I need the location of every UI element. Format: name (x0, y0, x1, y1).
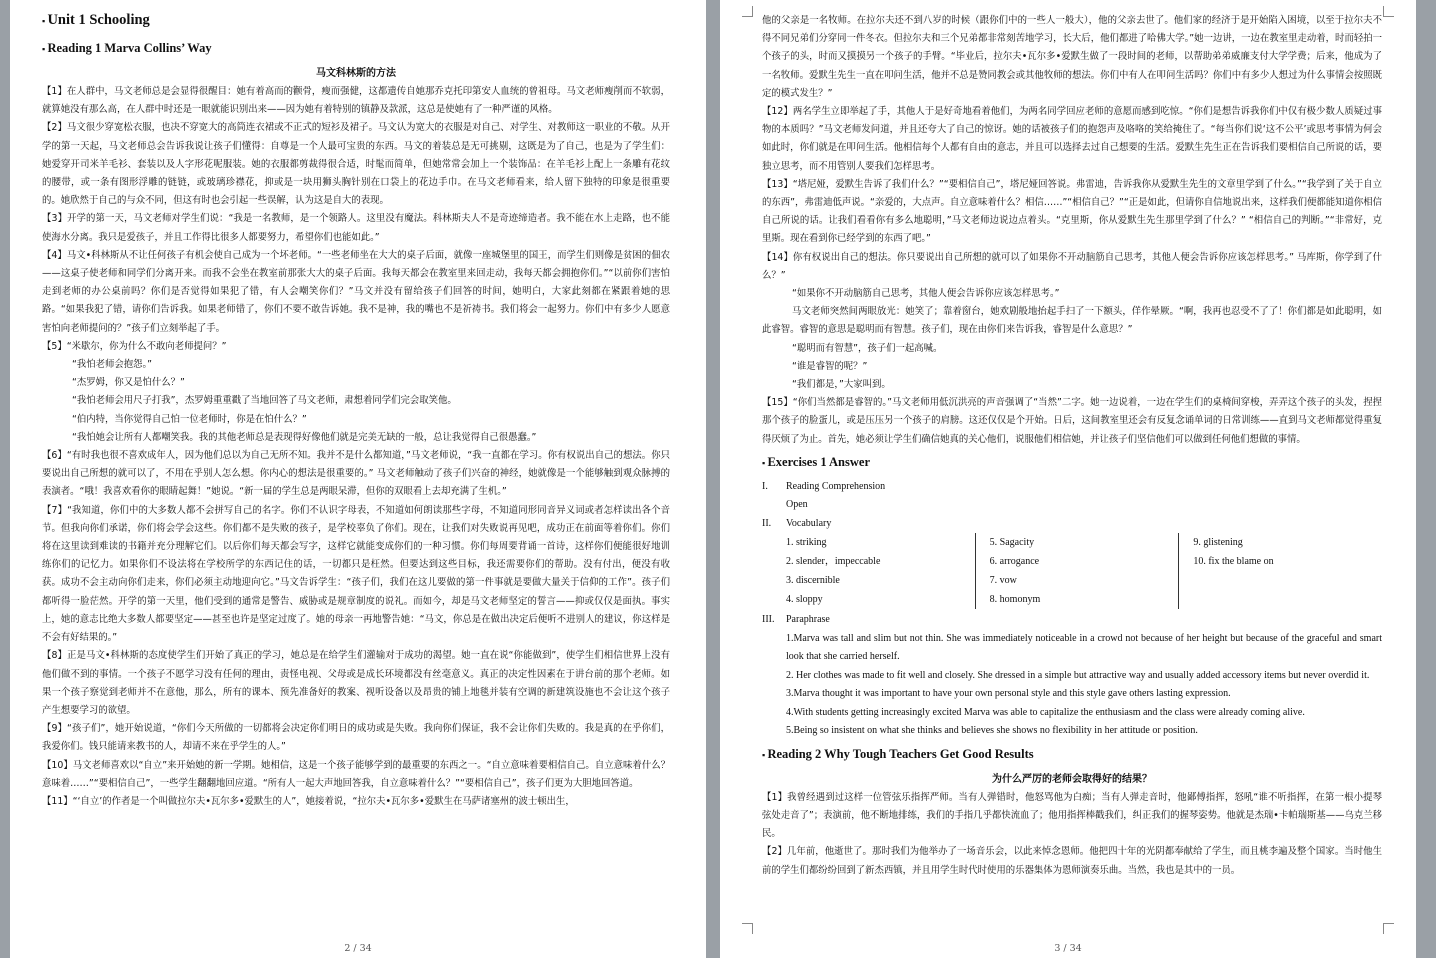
vocab-column (1178, 533, 1382, 609)
vocabulary-table (786, 533, 1382, 609)
paragraph: 【12】两名学生立即举起了手，其他人于是好奇地看着他们，为两名同学回应老师的意愿而感到吃惊。“你们是想告诉我你们中仅有极少数人质疑过事物的本质吗？”马文老师发问道，并且还夸大了自己的惊讶。她的话被孩子们的抱怨声及咯咯的笑给掩住了。“每当你们说‘这不公平’或思考事情为何会如此时，你们就是在叩问生活。他相信每个人都有自由的意志，并且可以选择去过自己想要的生活。爱默生先生正在告诉我们要相信自己所说的话，要独立思考，而不用管别人要我们怎样思考。 (762, 106, 1382, 172)
section-title: Vocabulary (786, 517, 832, 529)
paragraph: 【5】“米歇尔，你为什么不敢向老师提问？” (42, 340, 227, 352)
page-number: 2 / 34 (344, 943, 372, 954)
paragraph: 【10】马文老师喜欢以“自立”来开始她的新一学期。她相信，这是一个孩子能够学到的最重要的东西之一。“自立意味着要相信自己。自立意味着什么？意味着……”“要相信自己”，一些学生翻翻地回应道。“所有人一起大声地回答我，自立意味着什么？”“要相信自己”，孩子们更为大胆地回答道。 (42, 759, 670, 789)
dialogue-line: “聪明而有智慧”，孩子们一起高喊。 (792, 342, 943, 354)
paragraph: 【7】“我知道，你们中的大多数人都不会拼写自己的名字。你们不认识字母表，不知道如何朗读那些字母，不知道同形同音异义词或者怎样读出各个音节。但我向你们承诺，你们将会学会这些。你们都不是失败的孩子，是学校辜负了你们。现在，让我们对失败说再见吧，成功正在前面等着你们。你们将在这里读到难读的书籍并充分理解它们。以后你们每天都会写字，这样它就能变成你们的一种习惯。你们每周要背诵一首诗，这样你们便能很好地训练你们的记忆力。如果你们不设法将在学校所学的东西记住的话，一切都只是枉然。但要达到这些目标，我还需要你们的帮助。没有付出，便没有收获。成功不会主动向你们走来，你们必须主动地迎向它。”马文告诉学生：“孩子们，我们在这儿要做的第一件事就是要做大量关于信仰的工作”。孩子们都听得一脸茫然。开学的第一天里，他们受到的通常是警告、威胁或是规章制度的说礼。而如今，却是马文老师坚定的誓言——抑或仅仅是面执。事实上，她的意志比绝大多数人都要坚定——甚至也许是坚定过度了。她的母亲一再地警告她：“马文，你总是在做出决定后便听不进别人的建议，你这样是不会有好结果的。” (42, 504, 670, 644)
reading2-chinese-title: 为什么严厉的老师会取得好的结果？ (992, 773, 1152, 785)
exercises-section (762, 478, 1382, 741)
document-page-left (10, 0, 706, 958)
dialogue-line: “谁是睿智的呢？” (792, 360, 868, 372)
reading2-heading: ▪ Reading 2 Why Tough Teachers Get Good Results (762, 747, 1382, 762)
vocab-item: 7. vow (989, 575, 1017, 587)
vocab-item: 6. arrogance (989, 556, 1040, 568)
vocab-item: 10. fix the blame on (1193, 556, 1274, 568)
paragraph: 【2】马文很少穿宽松衣服，也决不穿宽大的高筒连衣裙或不正式的短衫及裙子。马文认为宽大的衣服是对自己、对学生、对教师这一职业的不敬。从开学的第一天起，马文老师总会告诉我说让孩子们懂得：自尊是一个人最可宝贵的东西。马文的着装总是无可挑剔，这既是为了自己，也是为了学生们：她爱穿开司米羊毛衫、套装以及人字形花呢服装。她的衣服都剪裁得很合适，时髦而简单，但她常常会加上一个装饰品：在羊毛衫上配上一条雕有花纹的腰带，或一条有图形浮雕的链链，或玻璃珍襟花，抑或是一块用狮头胸针别在口袋上的花边手巾。在马文老师看来，给人留下独特的印象是很重要的。她欣然于自己的与众不同，但这有时也会引起一些误解，认为这是自大的表现。 (42, 122, 670, 207)
dialogue-line: “我怕老师会用尺子打我”，杰罗姆重重戳了当地回答了马文老师，肃想着同学们完会取笑他。 (72, 395, 457, 407)
reading-heading: ▪ Reading 1 Marva Collins’ Way (42, 41, 670, 56)
paraphrase-item: 5.Being so insistent on what she thinks and believes she shows no flexibility in her attitude or position. (786, 725, 1198, 737)
unit-heading: ▪ Unit 1 Schooling (42, 12, 670, 29)
section-number: III. (762, 614, 775, 626)
paragraph: 【9】“孩子们”，她开始说道，“你们今天所做的一切都将会决定你们明日的成功或是失败。我向你们保证，我不会让你们失败的。我是真的在乎你们，我爱你们。钱只能请来教书的人，却请不来在乎学生的人。” (42, 723, 670, 753)
section-answer: Open (786, 499, 808, 511)
section-title: Paraphrase (786, 614, 830, 626)
vocab-item: 3. discernible (786, 575, 840, 587)
paragraph: 【8】正是马文•科林斯的态度使学生们开始了真正的学习，她总是在给学生们灌输对于成功的渴望。她一直在说“你能做到”，使学生们相信世界上没有他们做不到的事情。一个孩子不愿学习没有任何的理由，责怪电视、父母或是成长环境都没有丝毫意义。真正的决定性因素在于讲台前的那个老师。如果一个孩子察觉到老师并不在意他，那么，所有的课本、预先准备好的教案、视听设备以及昂贵的铺上地毯并装有空调的新建筑设施也不会让这个孩子产生想要学习的欲望。 (42, 650, 670, 716)
chinese-title: 马文科林斯的方法 (316, 68, 396, 79)
paragraph: 【3】开学的第一天，马文老师对学生们说：“我是一名教师，是一个领路人。这里没有魔法。科林斯夫人不是奇迹缔造者。我不能在水上走路，也不能使海水分离。我只是爱孩子，并且工作得比很多人都要努力，希望你们也能如此。” (42, 213, 670, 243)
paraphrase-item: 2. Her clothes was made to fit well and closely. She dressed in a simple but attractive way and usually added accessory items but never overdid it. (786, 669, 1370, 681)
paraphrase-item: 3.Marva thought it was important to have your own personal style and this style gave others lasting expression. (786, 688, 1231, 700)
paragraph: 【15】“你们当然都是睿智的。”马文老师用低沉洪亮的声音强调了“当然”二字。她一边说着，一边在学生们的桌椅间穿梭，弄弄这个孩子的头发，捏捏那个孩子的脸蛋儿，或是压压另一个孩子的肩膀。这还仅仅是个开始。日后，这间教室里还会有反复念诵单词的日常训练——直到马文老师都觉得重复得厌烦了为止。首先，她必须让学生们确信她真的关心他们，说服他们相信她，并让孩子们坚信他们可以做到任何他们想做的事情。 (762, 397, 1382, 445)
section-number: I. (762, 480, 768, 492)
vocab-column (786, 533, 975, 609)
margin-corner-mark (742, 923, 753, 934)
vocab-item: 4. sloppy (786, 594, 823, 606)
exercises-heading: ▪ Exercises 1 Answer (762, 455, 1382, 470)
paragraph: 马文老师突然间两眼放光：她笑了；靠着窗台，她欢剧般地抬起手扫了一下额头，佯作晕厥。“啊，我再也忍受不了了！你们都是如此聪明，如此睿智。睿智的意思是聪明而有智慧。孩子们，现在由你们来告诉我，睿智是什么意思？” (762, 306, 1382, 336)
page-number: 3 / 34 (1054, 943, 1082, 954)
paragraph: 【4】马文•科林斯从不让任何孩子有机会使自己成为一个坏老师。“一些老师坐在大大的桌子后面，就像一座城堡里的国王，而学生们则像是贫困的佃农——这桌子使老师和同学们分离开来。而我不会坐在教室前那张大大的桌子后面。我每天都会在教室里来回走动，我每天都会拥抱你们。”“以前你们害怕走到老师的办公桌前吗？你们是否觉得如果犯了错，有人会嘲笑你们？”马文并没有留给孩子们回答的时间，她明白，大家此刻都在紧跟着她的思路。“如果我犯了错，请你们告诉我。如果老师错了，你们不要不敢告诉她。我不是神，我的嘴也不是祈祷书。我们将会一起努力。你们中有多少人愿意害怕向老师提问的？”孩子们立刻举起了手。 (42, 249, 670, 334)
vocab-column (975, 533, 1179, 609)
margin-corner-mark (1383, 6, 1394, 17)
document-page-right (720, 0, 1416, 958)
vocab-item: 9. glistening (1193, 537, 1243, 549)
vocab-item: 1. striking (786, 537, 827, 549)
vocab-item: 2. slender，impeccable (786, 556, 881, 568)
dialogue-line: “伯内特，当你觉得自己怕一位老师时，你是在怕什么？” (72, 413, 307, 425)
dialogue-line: “我怕老师会抱怨。” (72, 359, 153, 371)
paragraph: 【11】“‘自立’的作者是一个叫做拉尔夫•瓦尔多•爱默生的人”，她接着说，“拉尔夫•瓦尔多•爱默生在马萨诸塞州的波士顿出生， (42, 795, 575, 807)
dialogue-line: “我怕她会让所有人都嘲笑我。我的其他老师总是表现得好像他们就是完美无缺的一般，总让我觉得自己很愚蠢。” (72, 431, 537, 443)
paraphrase-item: 1.Marva was tall and slim but not thin. She was immediately noticeable in a crowd not because of her height but because of the graceful and smart look that she carried herself. (786, 632, 1382, 663)
vocab-item: 8. homonym (989, 594, 1041, 606)
paragraph: 【6】“有时我也很不喜欢成年人，因为他们总以为自己无所不知。我并不是什么都知道，”马文老师说，“我一直都在学习。你有权说出自己的想法。你只要说出自己所想的就可以了，不用在乎别人怎么想。你内心的想法是很重要的。” 马文老师触动了孩子们兴奋的神经，她就像是一个能够触到观众脉搏的表演者。“哦！我喜欢看你的眼睛起舞！”她说。“新一届的学生总是两眼呆滞，但你的双眼看上去却充满了生机。” (42, 450, 670, 498)
margin-corner-mark (1383, 923, 1394, 934)
paragraph: 【1】在人群中，马文老师总是会显得很醒目：她有着高而的颧骨，瘦而强健，这都遗传自她那乔克托印第安人血统的曾祖母。马文老师瘦削而不软弱，就算她没有那么高，在人群中时还是一眼就能识别出来——因为她有着特别的镇静及款派，这总是使她有了一种严谨的风格。 (42, 86, 670, 116)
vocab-item: 5. Sagacity (989, 537, 1035, 549)
paragraph: 【13】“塔尼娅，爱默生告诉了我们什么？”“要相信自己”，塔尼娅回答说。弗雷迪，告诉我你从爱默生先生的文章里学到了什么。”“我学到了关于自立的东西”，弗雷迪低声说。“亲爱的，大点声。自立意味着什么？相信……”“相信自己？”“正是如此，但请你自信地说出来，这样我们便都能知道你相信自己所说的话。让我们看看你有多么地聪明，”马文老师边说边点着头。“克里斯，你从爱默生先生那里学到了什么？” “相信自己的判断。”“非常好，克里斯。现在看到你已经学到的东西了吧。” (762, 178, 1382, 245)
dialogue-line: “杰罗姆，你又是怕什么？” (72, 377, 185, 389)
section-number: II. (762, 517, 772, 529)
margin-corner-mark (742, 6, 753, 17)
dialogue-line: “如果你不开动脑筋自己思考，其他人便会告诉你应该怎样思考。” (792, 288, 1060, 300)
dialogue-line: “我们都是，”大家叫到。 (792, 379, 891, 391)
paragraph: 【2】几年前，他逝世了。那时我们为他举办了一场音乐会，以此来悼念恩师。他把四十年的光阴都奉献给了学生，而且桃李遍及整个国家。当时他生前的学生们都纷纷回到了新杰西镇，并且用学生时代时使用的乐器集体为恩师演奏乐曲。当然，我也是其中的一员。 (762, 846, 1382, 876)
paragraph: 【14】你有权说出自己的想法。你只要说出自己所想的就可以了如果你不开动脑筋自己思考，其他人便会告诉你应该怎样思考。” 马库斯，你学到了什么？” (762, 251, 1382, 281)
paragraph: 他的父亲是一名牧师。在拉尔夫还不到八岁的时候（跟你们中的一些人一般大），他的父亲去世了。他们家的经济于是开始陷入困境，以至于拉尔夫不得不同兄弟们分穿同一件冬衣。但拉尔夫和三个兄弟都非常刻苦地学习，长大后，他们都进了哈佛大学。”她一边讲，一边在教室里走动着，时而轻拍一个孩子的头，时而又摸摸另一个孩子的手臂。“毕业后，拉尔夫•瓦尔多•爱默生做了一段时间的老师，以帮助弟弟威廉支付大学学费；后来，他成为了一名牧师。爱默生先生一直在叩问生活，他并不总是赞同教会或其他牧师的想法。你们中有人在叩问生活吗？你们中有多少人想过为什么事情会按照既定的模式发生？” (762, 15, 1382, 99)
paragraph: 【1】我曾经遇到过这样一位管弦乐指挥严师。当有人弹错时，他怒骂他为白痴；当有人弹走音时，他鄙傅指挥，怒吼“谁不听指挥，在第一根小提琴弦处走音了”；表演前，他不断地排练，我们的手指几乎都快流血了；他用指挥棒戳我们，纠正我们的握琴姿势。他就是杰瑞•卡帕瑞斯基——乌克兰移民。 (762, 791, 1382, 840)
section-title: Reading Comprehension (786, 480, 886, 492)
paraphrase-item: 4.With students getting increasingly excited Marva was able to capitalize the enthusiasm and the class were already coming alive. (786, 706, 1305, 718)
